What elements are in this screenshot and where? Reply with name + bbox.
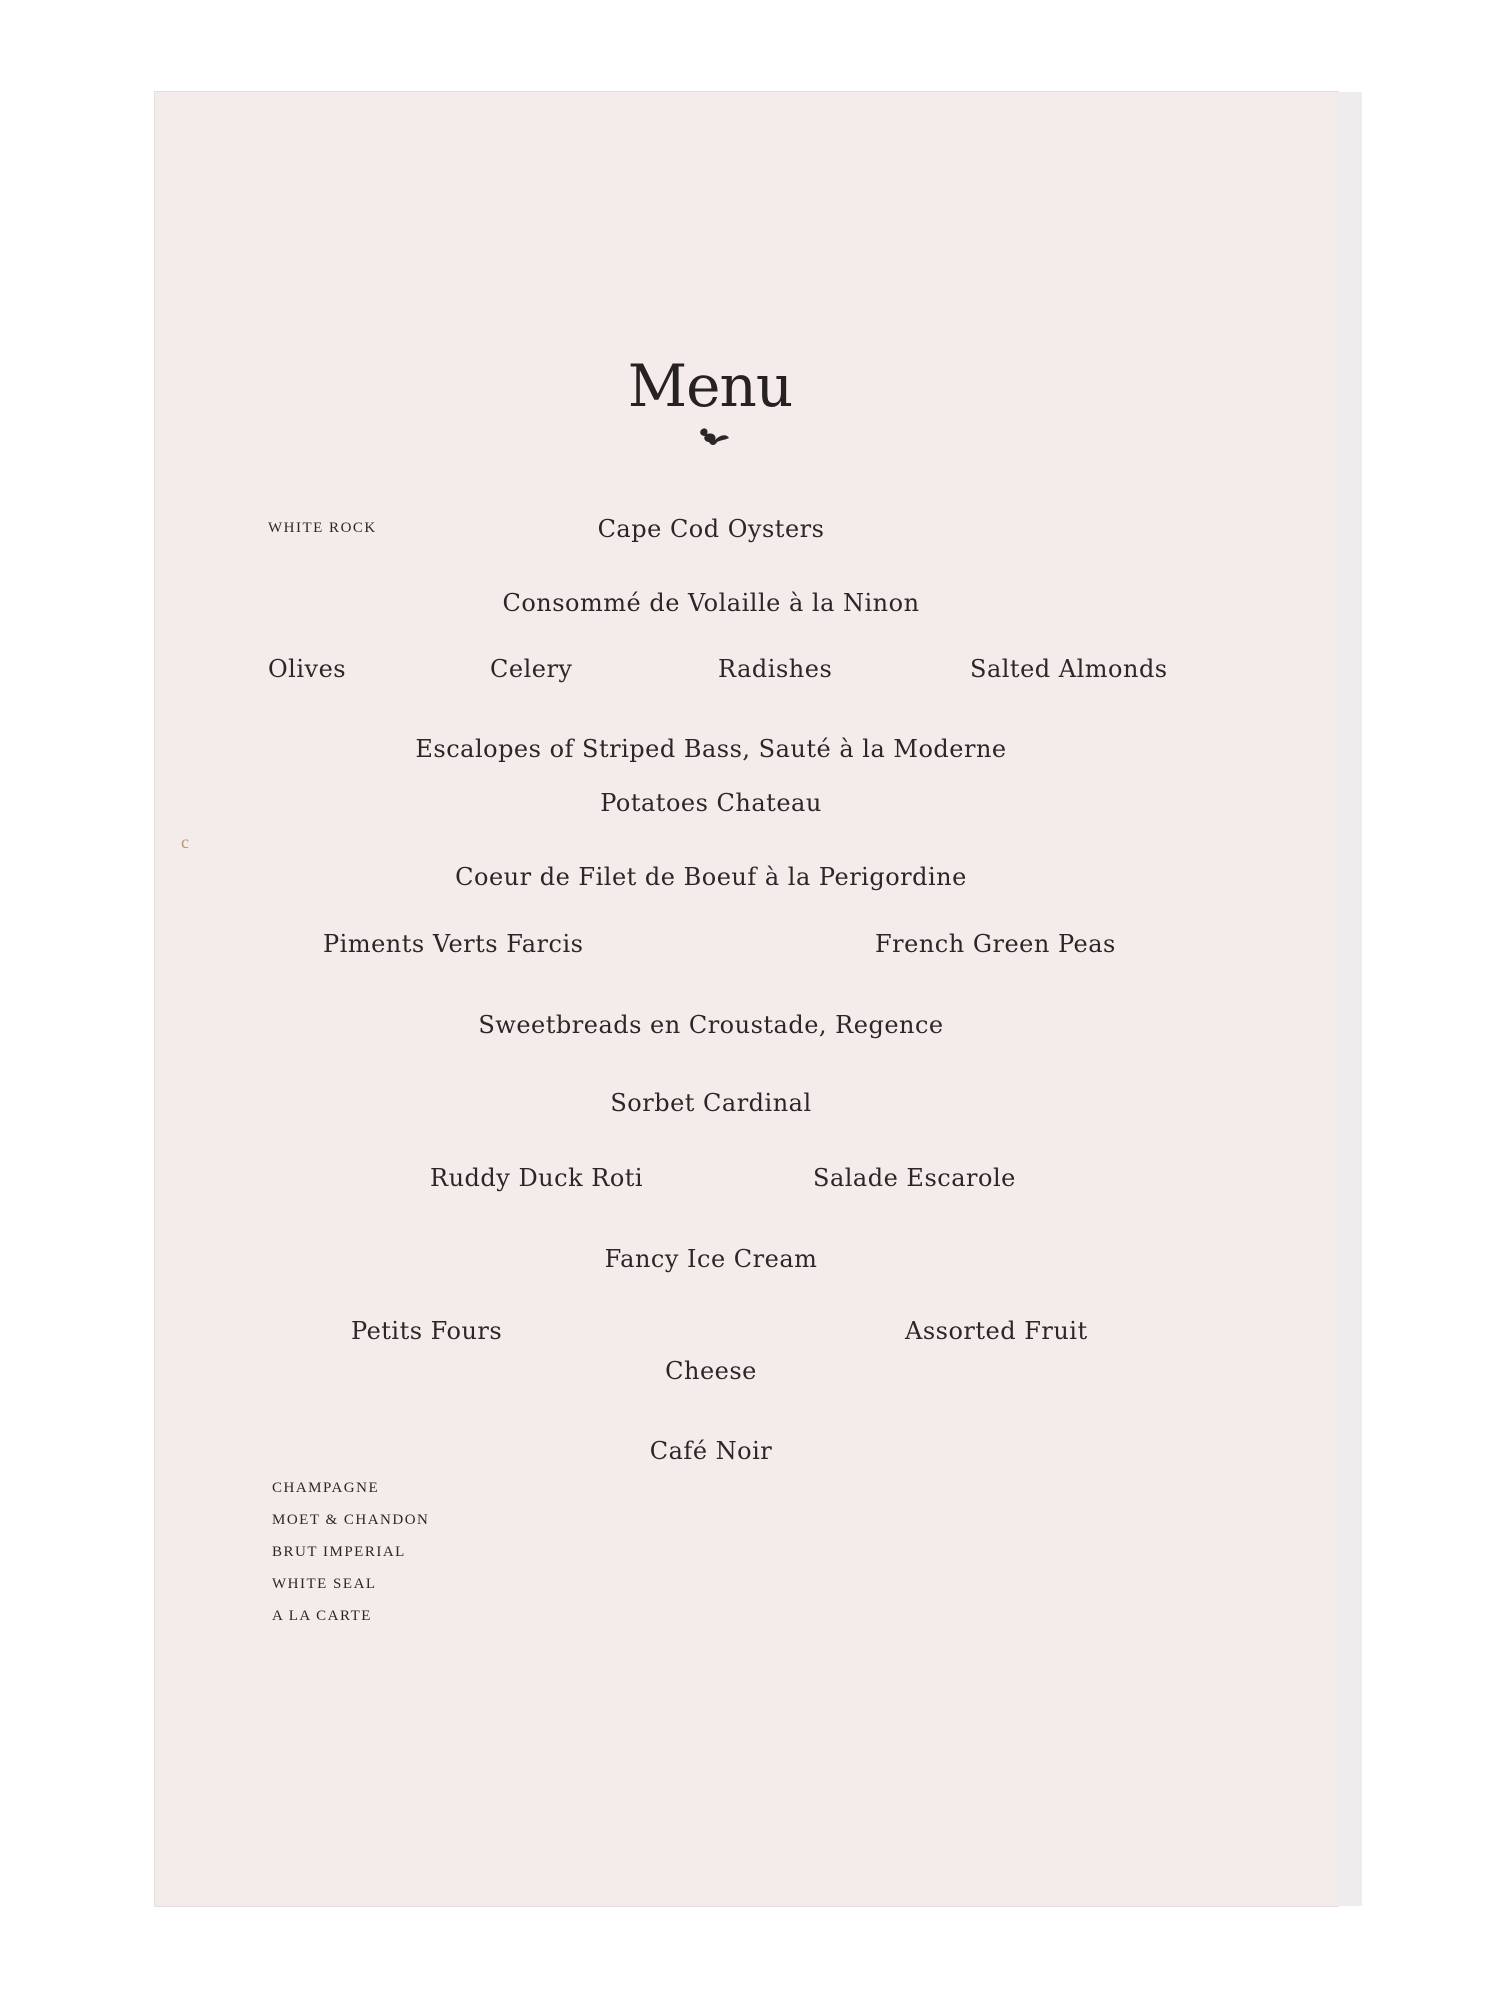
course-coffee: Café Noir xyxy=(649,1437,773,1465)
relish-olives: Olives xyxy=(268,655,347,683)
menu-card xyxy=(155,92,1338,1906)
side-green-peas: French Green Peas xyxy=(875,930,1116,958)
course-sorbet: Sorbet Cardinal xyxy=(610,1089,812,1117)
game-ruddy-duck: Ruddy Duck Roti xyxy=(430,1164,644,1192)
dessert-assorted-fruit: Assorted Fruit xyxy=(905,1317,1088,1345)
course-cheese: Cheese xyxy=(665,1357,757,1385)
course-consomme: Consommé de Volaille à la Ninon xyxy=(502,589,920,617)
margin-mark: c xyxy=(181,832,189,852)
course-sweetbreads: Sweetbreads en Croustade, Regence xyxy=(478,1011,944,1039)
game-salade-escarole: Salade Escarole xyxy=(813,1164,1016,1192)
wine-list-item: WHITE SEAL xyxy=(272,1576,377,1592)
wine-list-item: CHAMPAGNE xyxy=(272,1480,380,1496)
course-fish: Escalopes of Striped Bass, Sauté à la Moderne xyxy=(415,735,1007,763)
course-beef: Coeur de Filet de Boeuf à la Perigordine xyxy=(455,863,967,891)
course-oysters: Cape Cod Oysters xyxy=(597,515,825,543)
wine-list-item: A LA CARTE xyxy=(272,1608,372,1624)
course-potatoes: Potatoes Chateau xyxy=(600,789,822,817)
fleuron-icon xyxy=(695,422,735,452)
course-ice-cream: Fancy Ice Cream xyxy=(604,1245,818,1273)
dessert-petits-fours: Petits Fours xyxy=(351,1317,503,1345)
wine-white-rock: WHITE ROCK xyxy=(268,520,377,536)
relish-celery: Celery xyxy=(490,655,573,683)
side-piments: Piments Verts Farcis xyxy=(323,930,584,958)
page-title: Menu xyxy=(627,352,793,420)
wine-list-item: MOET & CHANDON xyxy=(272,1512,430,1528)
relish-salted-almonds: Salted Almonds xyxy=(970,655,1168,683)
relish-radishes: Radishes xyxy=(718,655,833,683)
wine-list-item: BRUT IMPERIAL xyxy=(272,1544,406,1560)
